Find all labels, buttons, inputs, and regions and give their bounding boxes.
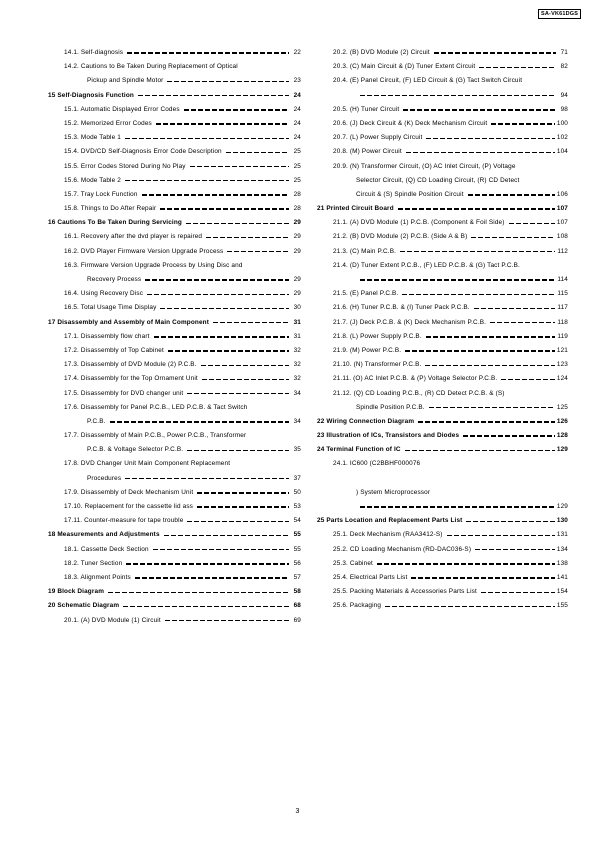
toc-subsection-entry[interactable] <box>48 245 301 259</box>
dot-leader <box>426 138 554 139</box>
toc-subsection-entry[interactable] <box>48 103 301 117</box>
dot-leader <box>197 492 289 493</box>
toc-entry-title: 15.2. Memorized Error Codes <box>64 119 152 127</box>
toc-page-number: 108 <box>556 233 568 241</box>
toc-entry-title: 15.1. Automatic Displayed Error Codes <box>64 105 180 113</box>
toc-page-number: 31 <box>293 318 301 326</box>
toc-subsection-entry[interactable] <box>317 599 568 613</box>
dot-leader <box>153 549 289 550</box>
toc-entry-title: 25.2. CD Loading Mechanism (RD-DAC036-S) <box>333 545 472 553</box>
toc-page-number: 104 <box>556 148 568 156</box>
dot-leader <box>405 350 555 351</box>
toc-subsection-entry[interactable] <box>317 117 568 131</box>
dot-leader <box>468 194 555 195</box>
toc-page-number: 124 <box>556 375 568 383</box>
toc-page-number: 155 <box>556 602 568 610</box>
dot-leader <box>187 521 289 522</box>
dot-leader <box>190 166 289 167</box>
toc-entry-title: 18 Measurements and Adjustments <box>48 531 160 539</box>
dot-leader <box>123 606 289 607</box>
dot-leader <box>125 478 289 479</box>
toc-left-column <box>48 46 301 628</box>
toc-page-number: 154 <box>556 588 568 596</box>
dot-leader <box>110 421 289 422</box>
toc-subsection-entry[interactable] <box>317 344 568 358</box>
dot-leader <box>164 535 289 536</box>
toc-subsection-entry[interactable] <box>317 216 568 230</box>
dot-leader <box>108 592 289 593</box>
toc-section-entry[interactable] <box>48 216 301 230</box>
dot-leader <box>481 592 555 593</box>
toc-subsection-entry[interactable] <box>48 557 301 571</box>
toc-subsection-entry[interactable] <box>317 387 568 415</box>
toc-entry-title: 19 Block Diagram <box>48 588 105 596</box>
toc-subsection-entry[interactable] <box>317 301 568 315</box>
toc-page-number: 24 <box>293 105 301 113</box>
toc-subsection-entry[interactable] <box>317 316 568 330</box>
toc-page-number: 138 <box>556 559 568 567</box>
dot-leader <box>411 577 555 578</box>
toc-entry-title: 17.8. DVD Changer Unit Main Component Replacement <box>64 460 231 468</box>
toc-entry-title: 21.4. (D) Tuner Extent P.C.B., (F) LED P.C.B. & (G) Tact P.C.B. <box>333 261 520 269</box>
toc-entry-title: 17.4. Disassembly for the Top Ornament Unit <box>64 375 198 383</box>
toc-subsection-entry[interactable] <box>317 571 568 585</box>
toc-page-number: 102 <box>556 134 568 142</box>
toc-entry-title: 17.5. Disassembly for DVD changer unit <box>64 389 184 397</box>
toc-subsection-entry[interactable] <box>317 330 568 344</box>
toc-page-number: 100 <box>556 119 568 127</box>
toc-page-number: 131 <box>556 531 568 539</box>
toc-section-entry[interactable] <box>48 599 301 613</box>
toc-subsection-entry[interactable] <box>48 614 301 628</box>
dot-leader <box>385 606 555 607</box>
toc-entry-title: 21.11. (O) AC Inlet P.C.B. & (P) Voltage Selector P.C.B. <box>333 375 498 383</box>
toc-entry-title: 16.4. Using Recovery Disc <box>64 290 144 298</box>
toc-entry-title: 20.5. (H) Tuner Circuit <box>333 105 400 113</box>
toc-subsection-entry[interactable] <box>48 344 301 358</box>
toc-page-number: 37 <box>293 474 301 482</box>
dot-leader <box>475 549 555 550</box>
toc-page-number: 123 <box>556 361 568 369</box>
toc-entry-title: 20.6. (J) Deck Circuit & (K) Deck Mechanism Circuit <box>333 119 488 127</box>
dot-leader <box>360 279 555 280</box>
dot-leader <box>426 336 556 337</box>
toc-subsection-entry[interactable] <box>317 287 568 301</box>
dot-leader <box>197 506 289 507</box>
dot-leader <box>138 95 289 96</box>
toc-entry-title: 25.6. Packaging <box>333 602 382 610</box>
dot-leader <box>479 67 556 68</box>
toc-entry-title: 20.4. (E) Panel Circuit, (F) LED Circuit & (G) Tact Switch Circuit <box>333 77 523 85</box>
dot-leader <box>154 336 289 337</box>
toc-page-number: 125 <box>556 403 568 411</box>
dot-leader <box>167 81 289 82</box>
dot-leader <box>226 152 289 153</box>
toc-subsection-entry[interactable] <box>48 131 301 145</box>
toc-entry-title: 25.3. Cabinet <box>333 559 373 567</box>
toc-entry-title: 17.6. Disassembly for Panel P.C.B., LED P.C.B. & Tact Switch <box>64 403 248 411</box>
toc-entry-title: 25 Parts Location and Replacement Parts List <box>317 517 463 525</box>
toc-entry-title: 20.3. (C) Main Circuit & (D) Tuner Extent Circuit <box>333 63 476 71</box>
dot-leader <box>125 138 289 139</box>
toc-section-entry[interactable] <box>48 316 301 330</box>
toc-entry-title: 25.5. Packing Materials & Accessories Parts List <box>333 588 477 596</box>
toc-entry-title: 20.8. (M) Power Circuit <box>333 148 402 156</box>
toc-entry-title: 16.3. Firmware Version Upgrade Process by Using Disc and <box>64 261 243 269</box>
toc-page-number: 82 <box>560 63 568 71</box>
toc-entry-title: P.C.B. <box>87 417 106 425</box>
toc-subsection-entry[interactable] <box>317 160 568 203</box>
toc-subsection-entry[interactable] <box>317 358 568 372</box>
toc-page-number: 29 <box>293 247 301 255</box>
toc-entry-title: P.C.B. & Voltage Selector P.C.B. <box>87 446 184 454</box>
toc-entry-title: 15.8. Things to Do After Repair <box>64 205 157 213</box>
dot-leader <box>377 563 555 564</box>
toc-page-number: 25 <box>293 162 301 170</box>
toc-entry-title: 16 Cautions To Be Taken During Servicing <box>48 219 182 227</box>
dot-leader <box>147 294 289 295</box>
dot-leader <box>145 279 289 280</box>
toc-section-entry[interactable] <box>317 429 568 443</box>
toc-entry-title: 17.9. Disassembly of Deck Mechanism Unit <box>64 488 194 496</box>
toc-subsection-entry[interactable] <box>317 131 568 145</box>
toc-entry-title: 21.3. (C) Main P.C.B. <box>333 247 397 255</box>
dot-leader <box>403 109 556 110</box>
toc-page-number: 98 <box>560 105 568 113</box>
dot-leader <box>160 308 289 309</box>
dot-leader <box>360 95 556 96</box>
toc-entry-title: 17.11. Counter-measure for tape trouble <box>64 517 184 525</box>
dot-leader <box>184 109 289 110</box>
toc-entry-title: 15.5. Error Codes Stored During No Play <box>64 162 186 170</box>
dot-leader <box>425 365 554 366</box>
toc-page-number: 55 <box>293 531 301 539</box>
toc-entry-title: 14.2. Cautions to Be Taken During Replacement of Optical <box>64 63 238 71</box>
toc-entry-title: 23 Illustration of ICs, Transistors and Diodes <box>317 432 460 440</box>
toc-page-number: 130 <box>556 517 568 525</box>
toc-page-number: 106 <box>556 190 568 198</box>
toc-page-number: 126 <box>556 417 568 425</box>
toc-entry-title: 18.1. Cassette Deck Section <box>64 545 149 553</box>
toc-subsection-entry[interactable] <box>317 557 568 571</box>
toc-page-number: 115 <box>557 290 568 298</box>
dot-leader <box>474 308 556 309</box>
dot-leader <box>360 506 555 507</box>
toc-subsection-entry[interactable] <box>48 543 301 557</box>
toc-page-number: 58 <box>293 588 301 596</box>
toc-page-number: 68 <box>293 602 301 610</box>
toc-entry-title: 21.6. (H) Tuner P.C.B. & (I) Tuner Pack P.C.B. <box>333 304 470 312</box>
toc-entry-title: 18.3. Alignment Points <box>64 573 131 581</box>
toc-section-entry[interactable] <box>317 415 568 429</box>
toc-page-number: 57 <box>293 573 301 581</box>
toc-page-number: 121 <box>556 346 568 354</box>
toc-entry-title: Recovery Process <box>87 276 142 283</box>
toc-page-number: 35 <box>293 446 301 454</box>
toc-entry-title: 20.7. (L) Power Supply Circuit <box>333 134 423 142</box>
toc-page-number: 25 <box>293 176 301 184</box>
toc-page-number: 25 <box>293 148 301 156</box>
toc-page-number: 30 <box>293 304 301 312</box>
dot-leader <box>406 152 555 153</box>
toc-section-entry[interactable] <box>317 202 568 216</box>
toc-entry-title: 24 Terminal Function of IC <box>317 446 401 454</box>
toc-page-number: 29 <box>293 276 301 283</box>
toc-page-number: 28 <box>293 205 301 213</box>
toc-page-number: 118 <box>557 318 568 326</box>
toc-entry-title: 21.12. (Q) CD Loading P.C.B., (R) CD Detect P.C.B. & (S) <box>333 389 505 397</box>
toc-section-entry[interactable] <box>317 514 568 528</box>
toc-entry-title: 21.10. (N) Transformer P.C.B. <box>333 361 422 369</box>
toc-subsection-entry[interactable] <box>317 372 568 386</box>
dot-leader <box>434 52 556 53</box>
toc-page-number: 53 <box>293 503 301 510</box>
toc-entry-title: 15.7. Tray Lock Function <box>64 190 138 198</box>
toc-entry-title: 15 Self-Diagnosis Function <box>48 91 134 99</box>
toc-entry-title: 20.2. (B) DVD Module (2) Circuit <box>333 49 430 56</box>
toc-entry-title: Spindle Position P.C.B. <box>356 403 425 411</box>
dot-leader <box>165 620 289 621</box>
toc-page-number: 107 <box>556 219 568 227</box>
dot-leader <box>471 237 555 238</box>
toc-page-number: 119 <box>557 332 568 340</box>
page-number: 3 <box>295 808 300 815</box>
toc-page-number: 31 <box>293 332 301 340</box>
toc-entry-title: 22 Wiring Connection Diagram <box>317 417 415 425</box>
dot-leader <box>400 251 555 252</box>
dot-leader <box>402 294 555 295</box>
toc-entry-title: 17.2. Disassembly of Top Cabinet <box>64 346 164 354</box>
toc-subsection-entry[interactable] <box>48 145 301 159</box>
toc-page-number: 24 <box>293 91 301 99</box>
toc-page-number: 141 <box>556 573 568 581</box>
toc-entry-title: 17.1. Disassembly flow chart <box>64 332 150 340</box>
toc-entry-title: 20.1. (A) DVD Module (1) Circuit <box>64 616 161 624</box>
model-number-box: SA-VK61DGS <box>538 9 581 19</box>
toc-page-number: 134 <box>556 545 568 553</box>
dot-leader <box>186 223 289 224</box>
toc-page-number: 32 <box>293 346 301 354</box>
dot-leader <box>201 365 289 366</box>
toc-entry-title: 21.2. (B) DVD Module (2) P.C.B. (Side A & B) <box>333 233 468 241</box>
dot-leader <box>491 123 555 124</box>
toc-subsection-entry[interactable] <box>48 188 301 202</box>
dot-leader <box>187 450 289 451</box>
dot-leader <box>135 577 289 578</box>
toc-subsection-entry[interactable] <box>48 514 301 528</box>
dot-leader <box>447 535 555 536</box>
toc-section-entry[interactable] <box>48 528 301 542</box>
toc-section-entry[interactable] <box>48 89 301 103</box>
dot-leader <box>405 450 555 451</box>
toc-subsection-entry[interactable] <box>48 230 301 244</box>
toc-subsection-entry[interactable] <box>48 330 301 344</box>
dot-leader <box>466 521 554 522</box>
dot-leader <box>142 194 289 195</box>
dot-leader <box>202 379 289 380</box>
toc-subsection-entry[interactable] <box>48 202 301 216</box>
toc-entry-title: 18.2. Tuner Section <box>64 559 123 567</box>
toc-subsection-entry[interactable] <box>48 500 301 514</box>
toc-subsection-entry[interactable] <box>48 457 301 485</box>
toc-subsection-entry[interactable] <box>48 160 301 174</box>
toc-page-number: 22 <box>293 49 301 56</box>
toc-subsection-entry[interactable] <box>317 230 568 244</box>
toc-page-number: 71 <box>560 49 568 56</box>
toc-subsection-entry[interactable] <box>48 429 301 457</box>
dot-leader <box>501 379 555 380</box>
toc-page-number: 24 <box>293 134 301 142</box>
toc-entry-title: Selector Circuit, (Q) CD Loading Circuit, (R) CD Detect <box>356 176 520 184</box>
dot-leader <box>429 407 555 408</box>
dot-leader <box>127 52 289 53</box>
toc-entry-title: ) System Microprocessor <box>356 488 431 496</box>
toc-page-number: 29 <box>293 290 301 298</box>
dot-leader <box>187 393 289 394</box>
toc-page-number: 34 <box>293 417 301 425</box>
toc-subsection-entry[interactable] <box>317 457 568 514</box>
toc-entry-title: 21 Printed Circuit Board <box>317 205 394 213</box>
toc-page-number: 55 <box>293 545 301 553</box>
toc-page-number: 50 <box>293 488 301 496</box>
toc-entry-title: 21.7. (J) Deck P.C.B. & (K) Deck Mechanism P.C.B. <box>333 318 487 326</box>
toc-entry-title: 17 Disassembly and Assembly of Main Component <box>48 318 209 326</box>
toc-page-number: 32 <box>293 375 301 383</box>
toc-subsection-entry[interactable] <box>317 245 568 259</box>
toc-subsection-entry[interactable] <box>48 387 301 401</box>
toc-subsection-entry[interactable] <box>48 60 301 88</box>
toc-entry-title: 15.6. Mode Table 2 <box>64 176 121 184</box>
toc-page-number: 32 <box>293 361 301 369</box>
toc-entry-title: 25.1. Deck Mechanism (RAA3412-S) <box>333 531 443 539</box>
toc-subsection-entry[interactable] <box>48 571 301 585</box>
toc-entry-title: 17.3. Disassembly of DVD Module (2) P.C.B. <box>64 361 197 369</box>
dot-leader <box>490 322 555 323</box>
toc-subsection-entry[interactable] <box>48 46 301 60</box>
toc-subsection-entry[interactable] <box>48 358 301 372</box>
toc-page-number: 129 <box>556 503 568 510</box>
toc-entry-title: 20.9. (N) Transformer Circuit, (O) AC Inlet Circuit, (P) Voltage <box>333 162 516 170</box>
toc-subsection-entry[interactable] <box>48 486 301 500</box>
toc-entry-title: 21.9. (M) Power P.C.B. <box>333 346 402 354</box>
toc-page-number: 29 <box>293 219 301 227</box>
toc-entry-title: 16.1. Recovery after the dvd player is repaired <box>64 233 203 241</box>
toc-page-number: 54 <box>293 517 301 525</box>
toc-entry-title: 17.7. Disassembly of Main P.C.B., Power P.C.B., Transformer <box>64 432 247 440</box>
toc-subsection-entry[interactable] <box>317 585 568 599</box>
toc-subsection-entry[interactable] <box>317 543 568 557</box>
toc-subsection-entry[interactable] <box>48 117 301 131</box>
dot-leader <box>206 237 289 238</box>
toc-entry-title: 17.10. Replacement for the cassette lid ass <box>64 503 194 510</box>
toc-page-number: 24 <box>293 119 301 127</box>
toc-entry-title: Circuit & (S) Spindle Position Circuit <box>356 190 464 198</box>
dot-leader <box>227 251 289 252</box>
toc-page-number: 34 <box>293 389 301 397</box>
toc-page-number: 28 <box>293 190 301 198</box>
toc-entry-title: 25.4. Electrical Parts List <box>333 573 408 581</box>
toc-subsection-entry[interactable] <box>317 528 568 542</box>
toc-page-number: 107 <box>556 205 568 213</box>
toc-subsection-entry[interactable] <box>48 301 301 315</box>
toc-subsection-entry[interactable] <box>48 287 301 301</box>
toc-subsection-entry[interactable] <box>48 174 301 188</box>
toc-entry-title: 15.3. Mode Table 1 <box>64 134 121 142</box>
dot-leader <box>398 208 555 209</box>
toc-page-number: 94 <box>560 91 568 99</box>
toc-entry-title: 24.1. IC600 (C2BBHF000076 <box>333 460 421 468</box>
toc-entry-title: Procedures <box>87 474 122 482</box>
toc-page-number: 117 <box>557 304 568 312</box>
toc-section-entry[interactable] <box>48 585 301 599</box>
dot-leader <box>160 208 289 209</box>
toc-entry-title: 16.2. DVD Player Firmware Version Upgrade Process <box>64 247 224 255</box>
toc-entry-title: 16.5. Total Usage Time Display <box>64 304 157 312</box>
toc-subsection-entry[interactable] <box>317 259 568 287</box>
toc-subsection-entry[interactable] <box>48 372 301 386</box>
toc-page-number: 114 <box>557 276 568 283</box>
toc-subsection-entry[interactable] <box>317 74 568 102</box>
dot-leader <box>126 563 289 564</box>
toc-subsection-entry[interactable] <box>317 46 568 60</box>
toc-page-number: 129 <box>556 446 568 454</box>
toc-subsection-entry[interactable] <box>48 259 301 287</box>
toc-entry-title: 21.5. (E) Panel P.C.B. <box>333 290 399 298</box>
toc-entry-title: 21.1. (A) DVD Module (1) P.C.B. (Component & Foil Side) <box>333 219 505 227</box>
dot-leader <box>168 350 289 351</box>
dot-leader <box>418 421 555 422</box>
toc-page-number: 56 <box>293 559 301 567</box>
dot-leader <box>125 180 289 181</box>
toc-page-number: 128 <box>556 432 568 440</box>
toc-section-entry[interactable] <box>317 443 568 457</box>
dot-leader <box>213 322 289 323</box>
dot-leader <box>156 123 289 124</box>
dot-leader <box>509 223 555 224</box>
toc-subsection-entry[interactable] <box>48 401 301 429</box>
toc-right-column <box>317 46 568 614</box>
toc-entry-title: Pickup and Spindle Motor <box>87 77 164 85</box>
toc-subsection-entry[interactable] <box>317 103 568 117</box>
toc-page-number: 112 <box>557 247 568 255</box>
toc-page-number: 29 <box>293 233 301 241</box>
toc-entry-title: 20 Schematic Diagram <box>48 602 120 610</box>
toc-subsection-entry[interactable] <box>317 60 568 74</box>
dot-leader <box>463 435 555 436</box>
toc-entry-title: 15.4. DVD/CD Self-Diagnosis Error Code Description <box>64 148 222 156</box>
toc-entry-title: 14.1. Self-diagnosis <box>64 49 124 56</box>
toc-entry-title: 21.8. (L) Power Supply P.C.B. <box>333 332 422 340</box>
toc-page-number: 69 <box>293 616 301 624</box>
toc-subsection-entry[interactable] <box>317 145 568 159</box>
toc-page-number: 23 <box>293 77 301 85</box>
